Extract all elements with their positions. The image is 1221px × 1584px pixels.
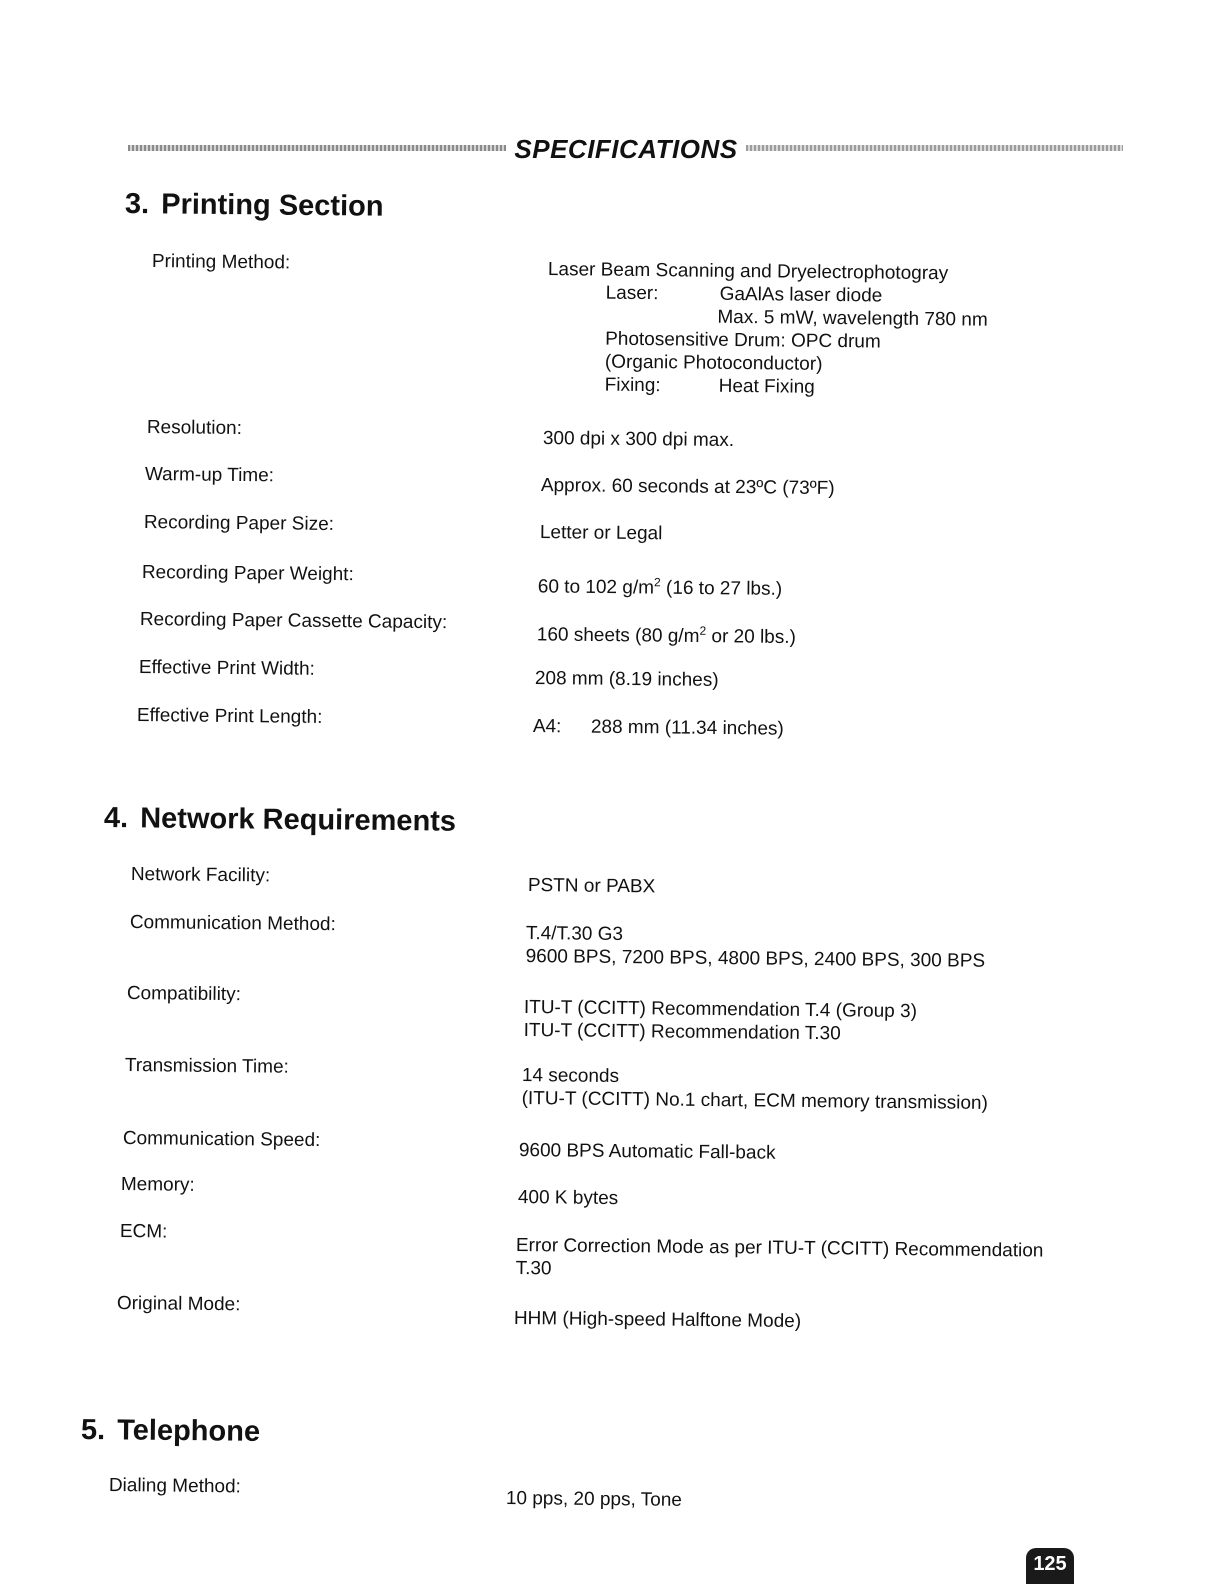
paper-weight-text-post: (16 to 27 lbs.)	[660, 577, 783, 600]
memory-value: 400 K bytes	[517, 1187, 619, 1210]
ecm-line1: Error Correction Mode as per ITU-T (CCITT) Recommendation	[515, 1235, 1044, 1262]
transmission-time-label: Transmission Time:	[124, 1055, 289, 1078]
cassette-text: 160 sheets (80 g/m	[536, 624, 700, 648]
section-number: 5.	[80, 1414, 106, 1447]
print-length-value	[533, 715, 784, 741]
drum-line2: (Organic Photoconductor)	[604, 351, 823, 375]
ecm-label: ECM:	[119, 1221, 168, 1243]
original-mode-value: HHM (High-speed Halftone Mode)	[513, 1308, 802, 1333]
ecm-value	[516, 1234, 1044, 1286]
warmup-value: Approx. 60 seconds at 23ºC (73ºF)	[540, 474, 835, 500]
section-number: 3.	[124, 188, 150, 221]
paper-size-value: Letter or Legal	[539, 521, 663, 545]
compatibility-line1: ITU-T (CCITT) Recommendation T.4 (Group 3)	[523, 996, 918, 1023]
section-printing-heading	[125, 188, 384, 224]
section-title: Printing Section	[161, 188, 384, 223]
section-title: Network Requirements	[140, 802, 457, 838]
network-facility-label: Network Facility:	[130, 863, 271, 887]
superscript: 2	[699, 623, 707, 638]
laser-value: GaAlAs laser diode	[719, 283, 883, 307]
laser-label: Laser:	[605, 282, 659, 305]
resolution-label: Resolution:	[146, 416, 243, 439]
superscript: 2	[654, 575, 661, 590]
print-width-label: Effective Print Width:	[138, 656, 315, 680]
header-rule-left	[128, 145, 506, 151]
print-length-prefix: A4:	[532, 715, 562, 738]
compatibility-line2: ITU-T (CCITT) Recommendation T.30	[523, 1019, 841, 1045]
section-title: Telephone	[117, 1414, 261, 1448]
fixing-value: Heat Fixing	[718, 375, 815, 398]
original-mode-label: Original Mode:	[116, 1293, 241, 1316]
laser-value-line2: Max. 5 mW, wavelength 780 nm	[717, 306, 988, 331]
print-width-value: 208 mm (8.19 inches)	[534, 667, 719, 691]
page-number: 125	[1026, 1548, 1074, 1584]
paper-weight-label: Recording Paper Weight:	[141, 561, 354, 586]
paper-size-label: Recording Paper Size:	[143, 511, 335, 535]
warmup-label: Warm-up Time:	[144, 463, 275, 487]
comm-speed-label: Communication Speed:	[122, 1128, 321, 1152]
memory-label: Memory:	[120, 1174, 195, 1196]
paper-weight-text: 60 to 102 g/m	[537, 576, 655, 599]
cassette-capacity-value	[537, 618, 796, 649]
section-network-heading	[104, 802, 456, 839]
header-title: SPECIFICATIONS	[514, 134, 738, 164]
fixing-line	[547, 373, 988, 401]
section-telephone-heading	[81, 1414, 260, 1449]
comm-method-value	[526, 922, 986, 973]
transmission-time-value	[522, 1064, 989, 1115]
page-header	[128, 134, 1123, 166]
print-length-label: Effective Print Length:	[136, 704, 323, 728]
section-number: 4.	[103, 802, 129, 835]
paper-weight-value	[538, 570, 783, 601]
compatibility-value	[524, 996, 918, 1046]
comm-speed-value: 9600 BPS Automatic Fall-back	[518, 1140, 776, 1164]
laser-line	[548, 281, 989, 309]
comm-method-line2: 9600 BPS, 7200 BPS, 4800 BPS, 2400 BPS, 300 BPS	[525, 945, 986, 972]
comm-method-label: Communication Method:	[129, 911, 336, 936]
dialing-method-value: 10 pps, 20 pps, Tone	[505, 1488, 683, 1511]
drum-line: Photosensitive Drum: OPC drum	[605, 328, 881, 353]
comm-method-line1: T.4/T.30 G3	[525, 922, 624, 946]
printing-method-label: Printing Method:	[151, 250, 291, 274]
cassette-capacity-label: Recording Paper Cassette Capacity:	[139, 608, 448, 634]
dialing-method-label: Dialing Method:	[108, 1475, 242, 1498]
network-facility-value: PSTN or PABX	[527, 874, 656, 898]
printing-method-value	[547, 258, 989, 401]
ecm-line2: T.30	[515, 1257, 552, 1280]
transmission-time-line2: (ITU-T (CCITT) No.1 chart, ECM memory transmission)	[521, 1087, 988, 1114]
fixing-label: Fixing:	[604, 374, 661, 397]
cassette-text-post: or 20 lbs.)	[706, 626, 797, 649]
resolution-value: 300 dpi x 300 dpi max.	[542, 427, 735, 452]
print-length-text: 288 mm (11.34 inches)	[590, 716, 784, 740]
transmission-time-line1: 14 seconds	[521, 1065, 620, 1088]
header-rule-right	[746, 145, 1123, 151]
printing-method-line: Laser Beam Scanning and Dryelectrophotogray	[547, 258, 949, 285]
compatibility-label: Compatibility:	[126, 982, 242, 1006]
